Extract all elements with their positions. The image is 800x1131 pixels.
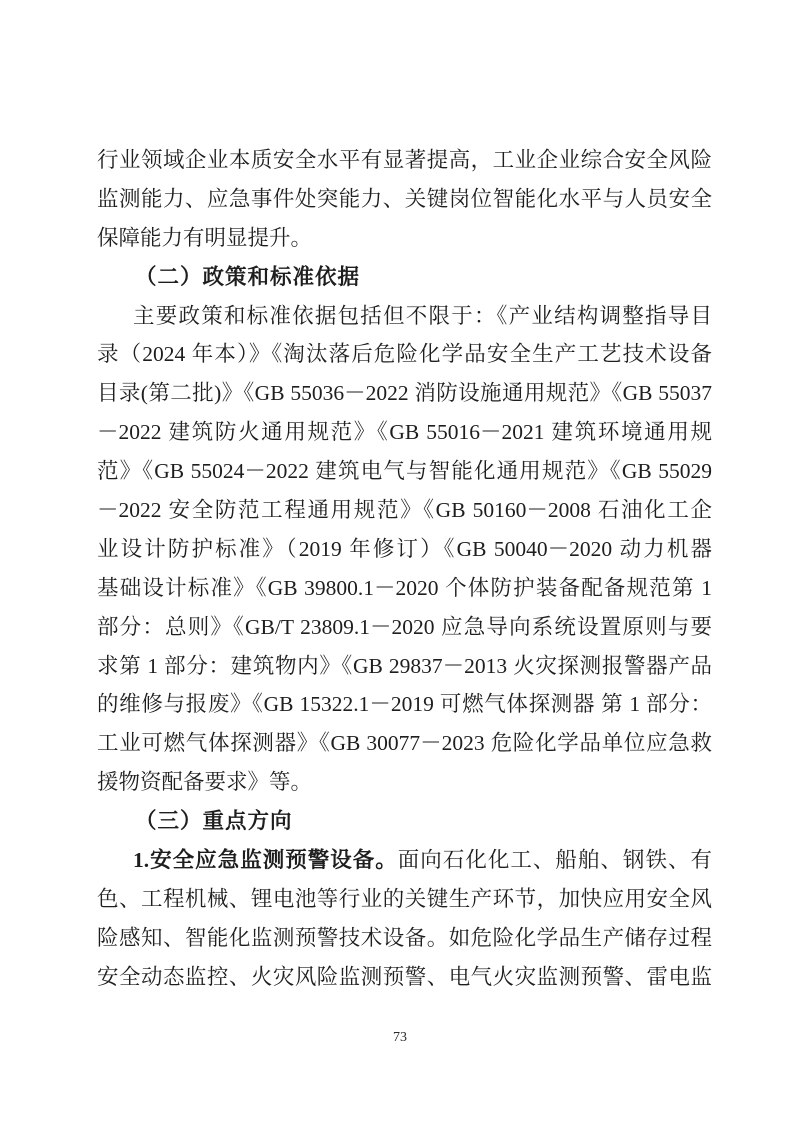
paragraph-line: 基础设计标准》《GB 39800.1－2020 个体防护装备配备规范第 1 (97, 575, 712, 600)
paragraph-line-text: 面向石化化工、船舶、钢铁、有 (397, 848, 712, 873)
paragraph-line: 范》《GB 55024－2022 建筑电气与智能化通用规范》《GB 55029 (97, 459, 712, 484)
bold-lead-text: 1.安全应急监测预警设备。 (133, 848, 398, 873)
paragraph-line: 目录(第二批)》《GB 55036－2022 消防设施通用规范》《GB 55037 (97, 381, 712, 406)
paragraph-line: 监测能力、应急事件处突能力、关键岗位智能化水平与人员安全 (97, 186, 712, 211)
paragraph-line: 部分：总则》《GB/T 23809.1－2020 应急导向系统设置原则与要 (97, 614, 712, 639)
section-heading-2: （二）政策和标准依据 (135, 264, 361, 289)
page-number: 73 (393, 1030, 407, 1045)
paragraph-line: 安全动态监控、火灾风险监测预警、电气火灾监测预警、雷电监 (97, 964, 712, 989)
paragraph-line (97, 841, 712, 880)
paragraph-line: 业设计防护标准》（2019 年修订）《GB 50040－2020 动力机器 (97, 536, 712, 561)
paragraph-line: 保障能力有明显提升。 (97, 225, 313, 250)
section-heading-3: （三）重点方向 (135, 809, 293, 834)
paragraph-line: 行业领域企业本质安全水平有显著提高，工业企业综合安全风险 (97, 148, 712, 172)
text-block (97, 141, 712, 997)
paragraph-line: 的维修与报废》《GB 15322.1－2019 可燃气体探测器 第 1 部分： (97, 692, 712, 717)
paragraph-line: －2022 建筑防火通用规范》《GB 55016－2021 建筑环境通用规 (97, 420, 712, 445)
paragraph-line: 录（2024 年本）》《淘汰落后危险化学品安全生产工艺技术设备 (97, 342, 712, 367)
paragraph-line: －2022 安全防范工程通用规范》《GB 50160－2008 石油化工企 (97, 498, 712, 523)
paragraph-line: 援物资配备要求》等。 (97, 770, 313, 795)
paragraph-line: 求第 1 部分：建筑物内》《GB 29837－2013 火灾探测报警器产品 (97, 653, 712, 678)
paragraph-line: 色、工程机械、锂电池等行业的关键生产环节，加快应用安全风 (97, 886, 712, 911)
paragraph-line: 工业可燃气体探测器》《GB 30077－2023 危险化学品单位应急救 (97, 731, 712, 756)
paragraph-line: 主要政策和标准依据包括但不限于：《产业结构调整指导目 (133, 303, 712, 328)
paragraph-line: 险感知、智能化监测预警技术设备。如危险化学品生产储存过程 (97, 925, 712, 950)
